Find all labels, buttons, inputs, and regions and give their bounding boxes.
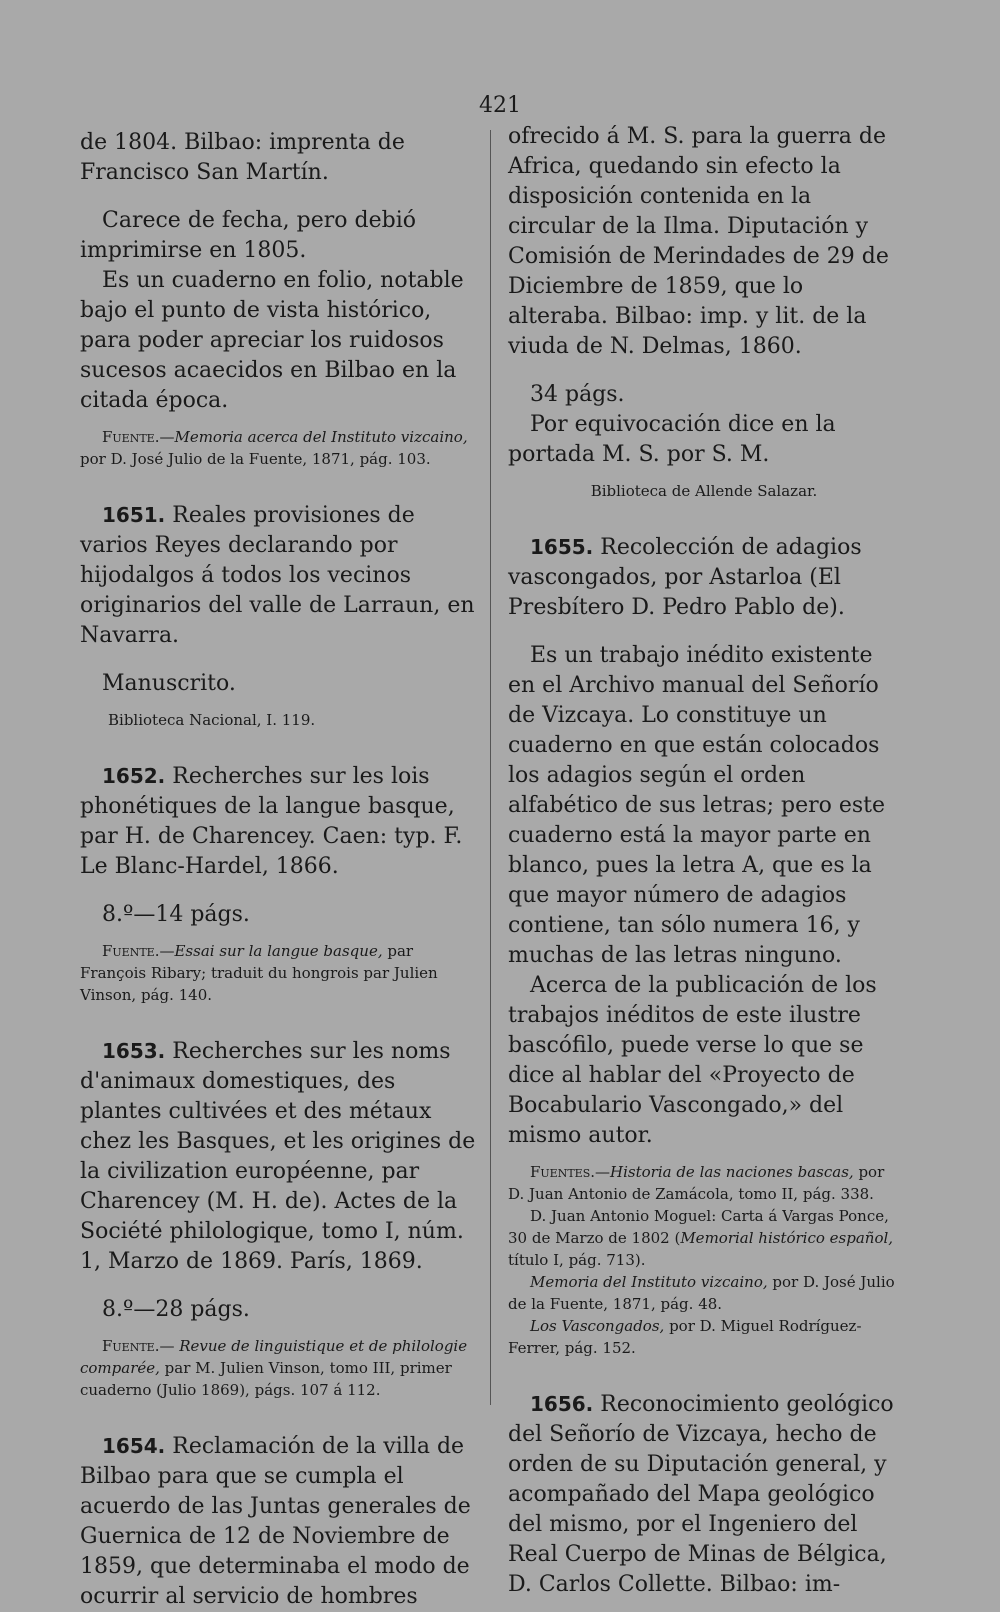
entry-1653-description: 8.º—28 págs.: [102, 1297, 250, 1322]
entry-1651-heading: [80, 500, 482, 651]
entry-1654-description: 34 págs.: [530, 382, 625, 407]
entry-1653-heading: [80, 1036, 482, 1277]
entry-1655-heading: [508, 532, 900, 623]
entry-1651-description: Manuscrito.: [102, 671, 236, 696]
source-detail: por D. Juan Antonio de Zamácola, tomo II, pág. 338.: [508, 1163, 885, 1203]
entry-1655-source-2: [508, 1205, 900, 1271]
entry-title: Reconocimiento geológico del Señorío de Vizcaya, hecho de orden de su Diputación general, y acompañado del Mapa geológico del mismo, por el Ingeniero del Real Cuerpo de Minas de Bélgica, D. Carlos Collette. Bilbao: im-: [508, 1392, 894, 1597]
source-title: Historia de las naciones bascas,: [610, 1163, 854, 1181]
entry-1653-source: [80, 1335, 482, 1401]
entry-1652-source: [80, 940, 482, 1006]
source-label: Fuente.—: [102, 942, 175, 960]
right-column: [508, 122, 900, 1600]
source-title: Memoria del Instituto vizcaino,: [530, 1273, 768, 1291]
entry-title: Reclamación de la villa de Bilbao para que se cumpla el acuerdo de las Juntas generales de Guernica de 12 de Noviembre de 1859, que determinaba el modo de ocurrir al servicio de hombres: [80, 1434, 471, 1609]
source-detail: par M. Julien Vinson, tomo III, primer cuaderno (Julio 1869), págs. 107 á 112.: [80, 1359, 452, 1399]
source-detail: D. Juan Antonio Moguel: Carta á Vargas Ponce, 30 de Marzo de 1802 (: [508, 1207, 889, 1247]
source-title: Memoria acerca del Instituto vizcaino,: [174, 428, 468, 446]
entry-title: Reales provisiones de varios Reyes declarando por hijodalgos á todos los vecinos originarios del valle de Larraun, en Navarra.: [80, 503, 475, 648]
entry-number: 1656.: [530, 1392, 594, 1416]
entry-1655-source-3: [508, 1271, 900, 1315]
entry-title: Recolección de adagios vascongados, por Astarloa (El Presbítero D. Pedro Pablo de).: [508, 535, 862, 620]
entry-1654-heading: [80, 1431, 482, 1612]
source-label: Fuente.—: [102, 428, 175, 446]
entry-1650-continuation: de 1804. Bilbao: imprenta de Francisco San Martín.: [80, 130, 405, 185]
entry-1652-heading: [80, 761, 482, 882]
source-detail: por D. José Julio de la Fuente, 1871, pág. 103.: [80, 450, 431, 468]
entry-title: Recherches sur les lois phonétiques de la langue basque, par H. de Charencey. Caen: typ. F. Le Blanc-Hardel, 1866.: [80, 764, 463, 879]
entry-1650-note: Carece de fecha, pero debió imprimirse en 1805.: [80, 208, 416, 263]
column-divider: [490, 130, 491, 1405]
source-detail: par François Ribary; traduit du hongrois par Julien Vinson, pág. 140.: [80, 942, 438, 1004]
source-label: Fuente.—: [102, 1337, 180, 1355]
entry-1654-note: Por equivocación dice en la portada M. S. por S. M.: [508, 412, 836, 467]
source-title: Revue de linguistique et de philologie comparée,: [80, 1337, 468, 1377]
source-title: Los Vascongados,: [530, 1317, 665, 1335]
source-detail: por D. José Julio de la Fuente, 1871, pág. 48.: [508, 1273, 895, 1313]
source-detail: por D. Miguel Rodríguez-Ferrer, pág. 152.: [508, 1317, 862, 1357]
entry-1650-description: Es un cuaderno en folio, notable bajo el punto de vista histórico, para poder apreciar los ruidosos sucesos acaecidos en Bilbao en la citada época.: [80, 268, 464, 413]
source-detail: título I, pág. 713).: [508, 1251, 646, 1269]
entry-number: 1654.: [102, 1434, 166, 1458]
entry-1655-source-1: [508, 1161, 900, 1205]
entry-1650-source: [80, 426, 482, 470]
entry-number: 1651.: [102, 503, 166, 527]
source-label: Fuentes.—: [530, 1163, 611, 1181]
entry-number: 1652.: [102, 764, 166, 788]
left-column: [80, 128, 482, 1612]
source-title: Memorial histórico español,: [680, 1229, 894, 1247]
entry-1656-heading: [508, 1389, 900, 1600]
entry-number: 1653.: [102, 1039, 166, 1063]
source-title: Essai sur la langue basque,: [174, 942, 383, 960]
entry-title: Recherches sur les noms d'animaux domestiques, des plantes cultivées et des métaux chez les Basques, et les origines de la civilization européenne, par Charencey (M. H. de). Actes de la Société philologique, tomo I, núm. 1, Marzo de 1869. París, 1869.: [80, 1039, 476, 1274]
page-number: 421: [479, 93, 521, 118]
entry-1655-publication-note: Acerca de la publicación de los trabajos inéditos de este ilustre bascófilo, puede verse lo que se dice al hablar del «Proyecto de Bocabulario Vascongado,» del mismo autor.: [508, 973, 877, 1148]
entry-1654-continuation: ofrecido á M. S. para la guerra de Africa, quedando sin efecto la disposición contenida en la circular de la Ilma. Diputación y Comisión de Merindades de 29 de Diciembre de 1859, que lo alteraba. Bilbao: imp. y lit. de la viuda de N. Delmas, 1860.: [508, 124, 889, 359]
entry-1655-description: Es un trabajo inédito existente en el Archivo manual del Señorío de Vizcaya. Lo constituye un cuaderno en que están colocados los adagios según el orden alfabético de sus letras; pero este cuaderno está la mayor parte en blanco, pues la letra A, que es la que mayor número de adagios contiene, tan sólo numera 16, y muchas de las letras ninguno.: [508, 643, 886, 968]
entry-number: 1655.: [530, 535, 594, 559]
entry-1652-description: 8.º—14 págs.: [102, 902, 250, 927]
entry-1655-source-4: [508, 1315, 900, 1359]
entry-1651-library: Biblioteca Nacional, I. 119.: [108, 711, 316, 729]
entry-1654-library: Biblioteca de Allende Salazar.: [590, 482, 818, 500]
